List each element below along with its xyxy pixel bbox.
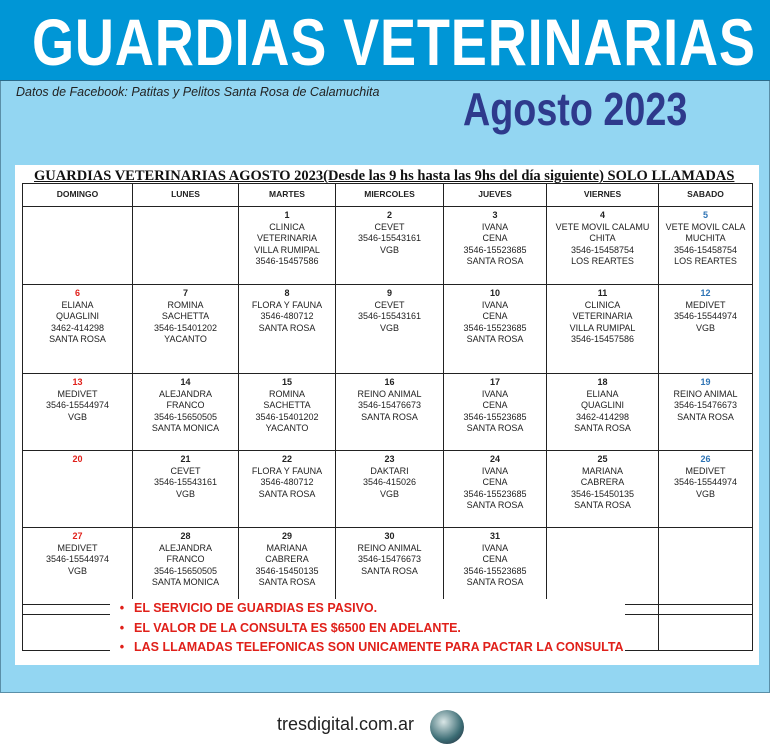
day-number: 30 — [384, 531, 395, 541]
day-cell — [547, 285, 659, 374]
cell-line: ROMINA — [269, 388, 305, 399]
cell-line: SANTA MONICA — [151, 423, 220, 433]
day-cell — [444, 374, 547, 451]
day-number: 1 — [284, 210, 290, 220]
cell-line: CENA — [482, 554, 508, 564]
day-number: 31 — [489, 531, 500, 541]
cell-line: 3546-15450135 — [255, 565, 319, 576]
cell-line: MEDIVET — [57, 542, 98, 553]
cell-line: MEDIVET — [685, 299, 726, 310]
day-number: 9 — [386, 288, 392, 298]
day-number: 12 — [700, 288, 711, 298]
cell-line: 3546-15543161 — [357, 311, 422, 321]
day-number: 19 — [700, 377, 711, 387]
cell-line: ELIANA — [61, 299, 94, 310]
week-row — [23, 451, 753, 528]
day-cell — [23, 451, 133, 528]
month-title: Agosto 2023 — [463, 83, 688, 135]
cell-line: IVANA — [481, 221, 509, 232]
day-cell — [547, 207, 659, 285]
cell-line: DAKTARI — [370, 465, 409, 476]
cell-line: SANTA ROSA — [466, 577, 524, 587]
day-cell — [23, 528, 133, 605]
cell-line: 3546-15401202 — [153, 322, 218, 333]
cell-line: VILLA RUMIPAL — [254, 244, 320, 255]
cell-line: IVANA — [481, 299, 509, 310]
cell-line: 3546-15523685 — [463, 322, 527, 333]
day-cell — [444, 285, 547, 374]
day-number: 11 — [597, 288, 608, 298]
cell-line: FRANCO — [166, 400, 205, 410]
cell-line: VILLA RUMIPAL — [569, 322, 636, 333]
cell-line: 3546-15457586 — [570, 334, 635, 344]
day-number: 2 — [386, 210, 392, 220]
day-number: 16 — [384, 377, 395, 387]
weekday-jueves: JUEVES — [444, 184, 547, 207]
cell-line: VGB — [67, 565, 87, 576]
day-cell — [659, 451, 753, 528]
cell-line: 3546-15458754 — [673, 244, 738, 255]
cell-line: VGB — [175, 488, 195, 499]
cell-line: CEVET — [374, 299, 405, 310]
cell-line: SANTA ROSA — [258, 322, 316, 333]
cell-line: 3546-480712 — [260, 477, 314, 487]
day-cell — [239, 528, 336, 605]
day-number: 6 — [74, 288, 80, 298]
cell-line: IVANA — [481, 388, 509, 399]
cell-line: IVANA — [481, 465, 509, 476]
day-number: 5 — [702, 210, 708, 220]
cell-line: 3546-15476673 — [673, 400, 738, 410]
cell-line: SANTA ROSA — [574, 500, 631, 510]
day-cell — [133, 374, 239, 451]
cell-line: SACHETTA — [161, 311, 210, 321]
cell-line: VGB — [379, 322, 399, 333]
day-number: 3 — [492, 210, 498, 220]
day-number: 13 — [72, 377, 83, 387]
day-cell — [444, 207, 547, 285]
note-item — [110, 619, 625, 639]
cell-line: 3546-15401202 — [255, 411, 319, 422]
cell-line: SANTA ROSA — [677, 411, 734, 422]
note-item — [110, 599, 625, 619]
cell-line: 3546-15544974 — [673, 477, 738, 487]
cell-line: SANTA ROSA — [574, 423, 631, 433]
cell-line: SACHETTA — [263, 400, 311, 410]
day-number: 4 — [599, 210, 605, 220]
header-banner — [0, 0, 770, 81]
cell-line: FLORA Y FAUNA — [251, 465, 323, 476]
cell-line: QUAGLINI — [55, 311, 99, 321]
bullet-icon: • — [119, 640, 125, 654]
empty-cell — [133, 207, 239, 285]
day-cell — [23, 374, 133, 451]
day-number: 21 — [180, 454, 191, 464]
cell-line: SANTA ROSA — [466, 256, 524, 266]
cell-line: 3546-15523685 — [463, 244, 527, 255]
footer-cell — [659, 615, 753, 651]
cell-line: VETE MOVIL CALA — [665, 221, 746, 232]
cell-line: 3546-15543161 — [153, 477, 218, 487]
cell-line: CABRERA — [580, 477, 625, 487]
day-cell — [133, 528, 239, 605]
day-cell — [336, 374, 444, 451]
day-number: 27 — [72, 531, 83, 541]
day-number: 23 — [384, 454, 395, 464]
cell-line: SANTA ROSA — [466, 423, 524, 433]
day-number: 24 — [489, 454, 500, 464]
cell-line: 3546-15523685 — [463, 411, 527, 422]
weekday-sabado: SABADO — [659, 184, 753, 207]
day-cell — [23, 285, 133, 374]
cell-line: CHITA — [589, 233, 616, 243]
cell-line: MARIANA — [266, 542, 308, 553]
week-row — [23, 374, 753, 451]
cell-line: ROMINA — [167, 299, 204, 310]
cell-line: VGB — [695, 322, 715, 333]
day-cell — [239, 374, 336, 451]
day-cell — [547, 374, 659, 451]
cell-line: 3462-414298 — [575, 411, 630, 422]
cell-line: CEVET — [170, 465, 201, 476]
cell-line: YACANTO — [164, 334, 207, 344]
footer-cell — [659, 605, 753, 615]
cell-line: SANTA ROSA — [258, 577, 316, 587]
day-number: 26 — [700, 454, 711, 464]
cell-line: VGB — [67, 411, 87, 422]
cell-line: REINO ANIMAL — [357, 388, 422, 399]
day-number: 10 — [489, 288, 500, 298]
cell-line: SANTA ROSA — [49, 334, 106, 344]
cell-line: 3546-15450135 — [570, 488, 635, 499]
day-number: 18 — [597, 377, 608, 387]
day-cell — [239, 451, 336, 528]
cell-line: 3546-15476673 — [357, 554, 422, 564]
day-number: 25 — [597, 454, 608, 464]
day-cell — [659, 374, 753, 451]
cell-line: 3546-15650505 — [153, 565, 218, 576]
globe-icon — [430, 710, 464, 744]
cell-line: MEDIVET — [57, 388, 98, 399]
calendar-table — [22, 183, 753, 651]
cell-line: SANTA MONICA — [151, 577, 220, 587]
day-cell — [336, 207, 444, 285]
day-number: 29 — [281, 531, 292, 541]
cell-line: 3546-15650505 — [153, 411, 218, 422]
cell-line: ALEJANDRA — [158, 388, 212, 399]
note-text: EL SERVICIO DE GUARDIAS ES PASIVO. — [134, 601, 378, 615]
cell-line: 3546-15523685 — [463, 488, 527, 499]
cell-line: CENA — [482, 233, 508, 243]
day-cell — [239, 285, 336, 374]
empty-cell — [23, 207, 133, 285]
bullet-icon: • — [119, 620, 125, 635]
cell-line: FLORA Y FAUNA — [251, 299, 323, 310]
day-cell — [336, 285, 444, 374]
cell-line: 3546-15523685 — [463, 565, 527, 576]
weekday-miercoles: MIERCOLES — [336, 184, 444, 207]
cell-line: SANTA ROSA — [466, 334, 524, 344]
cell-line: CENA — [482, 477, 508, 487]
note-item — [110, 638, 625, 658]
day-cell — [659, 207, 753, 285]
notes-box — [110, 599, 625, 661]
day-number: 15 — [281, 377, 292, 387]
cell-line: QUAGLINI — [580, 400, 624, 410]
weekday-header-row — [23, 184, 753, 207]
cell-line: SANTA ROSA — [361, 565, 418, 576]
cell-line: VGB — [379, 488, 399, 499]
bullet-icon: • — [119, 601, 125, 615]
empty-cell — [659, 528, 753, 605]
day-number: 17 — [489, 377, 500, 387]
cell-line: 3546-15544974 — [45, 400, 110, 410]
day-cell — [547, 451, 659, 528]
cell-line: YACANTO — [265, 423, 309, 433]
note-text: EL VALOR DE LA CONSULTA ES $6500 EN ADELANTE. — [134, 620, 461, 635]
weekday-domingo: DOMINGO — [23, 184, 133, 207]
cell-line: VETERINARIA — [256, 233, 317, 243]
day-cell — [239, 207, 336, 285]
cell-line: LOS REARTES — [674, 256, 737, 266]
cell-line: 3546-15544974 — [45, 554, 110, 564]
calendar-title: GUARDIAS VETERINARIAS AGOSTO 2023(Desde las 9 hs hasta las 9hs del día siguiente) SOLO LLAMADAS — [34, 168, 735, 184]
cell-line: VGB — [379, 244, 399, 255]
cell-line: SANTA ROSA — [361, 411, 418, 422]
day-cell — [659, 285, 753, 374]
footer-site: tresdigital.com.ar — [277, 714, 415, 734]
day-number: 14 — [180, 377, 191, 387]
day-cell — [444, 528, 547, 605]
cell-line: SANTA ROSA — [258, 488, 316, 499]
weekday-lunes: LUNES — [133, 184, 239, 207]
week-row — [23, 285, 753, 374]
cell-line: MUCHITA — [685, 233, 726, 243]
cell-line: REINO ANIMAL — [357, 542, 422, 553]
week-row — [23, 528, 753, 605]
main-title: GUARDIAS VETERINARIAS — [32, 5, 756, 79]
cell-line: 3546-15457586 — [255, 256, 319, 266]
day-number: 7 — [182, 288, 188, 298]
cell-line: 3462-414298 — [50, 322, 105, 333]
day-cell — [336, 451, 444, 528]
cell-line: CENA — [482, 311, 508, 321]
cell-line: CABRERA — [265, 554, 309, 564]
cell-line: CEVET — [374, 221, 405, 232]
day-cell — [133, 451, 239, 528]
cell-line: ELIANA — [586, 388, 619, 399]
cell-line: VGB — [695, 488, 715, 499]
cell-line: VETE MOVIL CALAMU — [555, 221, 650, 232]
source-note: Datos de Facebook: Patitas y Pelitos Santa Rosa de Calamuchita — [16, 85, 380, 99]
cell-line: 3546-15543161 — [357, 233, 422, 243]
note-text: LAS LLAMADAS TELEFONICAS SON UNICAMENTE PARA PACTAR LA CONSULTA — [134, 640, 624, 654]
cell-line: CLINICA — [584, 299, 621, 310]
cell-line: FRANCO — [166, 554, 205, 564]
cell-line: 3546-415026 — [362, 477, 417, 487]
weekday-martes: MARTES — [239, 184, 336, 207]
cell-line: 3546-15476673 — [357, 400, 422, 410]
day-number: 20 — [72, 454, 83, 464]
cell-line: CENA — [482, 400, 508, 410]
empty-cell — [547, 528, 659, 605]
cell-line: REINO ANIMAL — [673, 388, 738, 399]
cell-line: 3546-15458754 — [570, 244, 635, 255]
day-number: 22 — [281, 454, 292, 464]
day-cell — [336, 528, 444, 605]
cell-line: ALEJANDRA — [158, 542, 212, 553]
cell-line: MARIANA — [581, 465, 623, 476]
weekday-viernes: VIERNES — [547, 184, 659, 207]
cell-line: SANTA ROSA — [466, 500, 524, 510]
day-number: 28 — [180, 531, 191, 541]
cell-line: IVANA — [481, 542, 509, 553]
cell-line: CLINICA — [269, 221, 305, 232]
cell-line: 3546-15544974 — [673, 311, 738, 321]
cell-line: VETERINARIA — [572, 311, 633, 321]
day-number: 8 — [284, 288, 290, 298]
day-cell — [444, 451, 547, 528]
day-cell — [133, 285, 239, 374]
cell-line: LOS REARTES — [571, 256, 634, 266]
week-row — [23, 207, 753, 285]
cell-line: 3546-480712 — [260, 311, 314, 321]
cell-line: MEDIVET — [685, 465, 726, 476]
